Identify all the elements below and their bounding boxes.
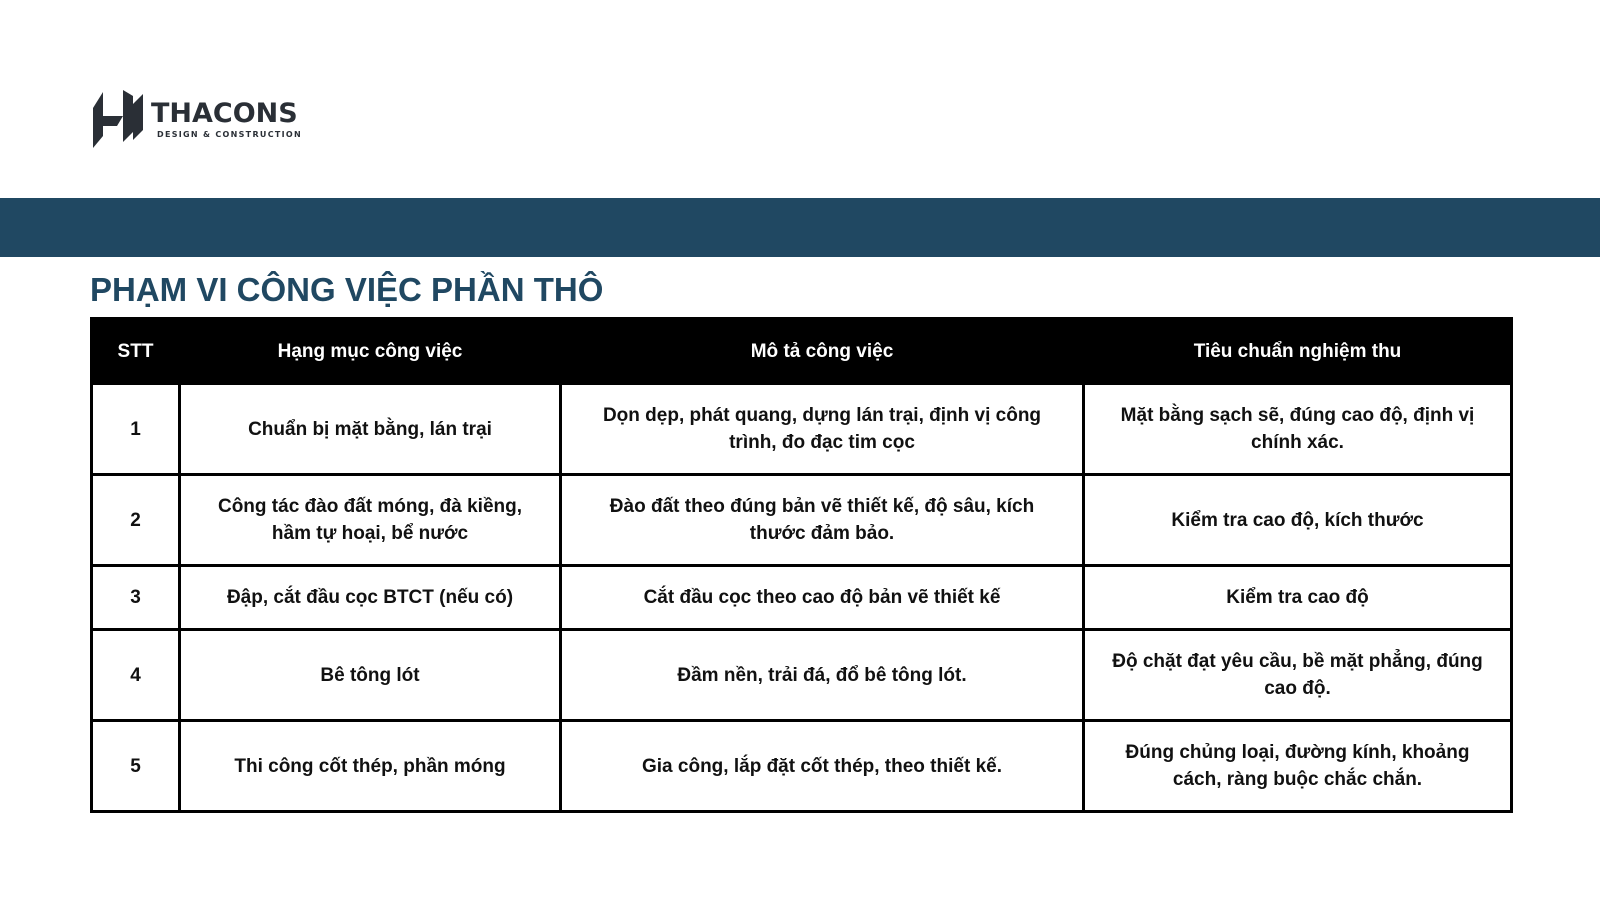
- cell-description: Đầm nền, trải đá, đổ bê tông lót.: [561, 630, 1084, 721]
- logo-wordmark: THACONS: [151, 98, 298, 129]
- cell-acceptance: Độ chặt đạt yêu cầu, bề mặt phẳng, đúng cao độ.: [1084, 630, 1512, 721]
- table-row: [92, 566, 1512, 630]
- cell-work-item: Đập, cắt đầu cọc BTCT (nếu có): [180, 566, 561, 630]
- header-acceptance: Tiêu chuẩn nghiệm thu: [1084, 319, 1512, 384]
- header-stt: STT: [92, 319, 180, 384]
- header-description: Mô tả công việc: [561, 319, 1084, 384]
- cell-stt: 2: [92, 475, 180, 566]
- table-row: [92, 630, 1512, 721]
- cell-stt: 1: [92, 384, 180, 475]
- cell-stt: 5: [92, 721, 180, 812]
- cell-acceptance: Đúng chủng loại, đường kính, khoảng cách, ràng buộc chắc chắn.: [1084, 721, 1512, 812]
- cell-description: Đào đất theo đúng bản vẽ thiết kế, độ sâu, kích thước đảm bảo.: [561, 475, 1084, 566]
- table-row: [92, 475, 1512, 566]
- header-work-item: Hạng mục công việc: [180, 319, 561, 384]
- logo-tagline: DESIGN & CONSTRUCTION: [157, 130, 302, 139]
- cell-acceptance: Kiểm tra cao độ, kích thước: [1084, 475, 1512, 566]
- cell-stt: 3: [92, 566, 180, 630]
- cell-description: Dọn dẹp, phát quang, dựng lán trại, định vị công trình, đo đạc tim cọc: [561, 384, 1084, 475]
- cell-work-item: Công tác đào đất móng, đà kiềng, hầm tự hoại, bể nước: [180, 475, 561, 566]
- table-row: [92, 721, 1512, 812]
- scope-table: [90, 317, 1513, 813]
- cell-work-item: Bê tông lót: [180, 630, 561, 721]
- cell-acceptance: Kiểm tra cao độ: [1084, 566, 1512, 630]
- cell-acceptance: Mặt bằng sạch sẽ, đúng cao độ, định vị chính xác.: [1084, 384, 1512, 475]
- cell-description: Gia công, lắp đặt cốt thép, theo thiết kế.: [561, 721, 1084, 812]
- table-row: [92, 384, 1512, 475]
- thacons-logo-icon: [93, 90, 143, 148]
- cell-description: Cắt đầu cọc theo cao độ bản vẽ thiết kế: [561, 566, 1084, 630]
- page-title: PHẠM VI CÔNG VIỆC PHẦN THÔ: [90, 271, 604, 308]
- cell-stt: 4: [92, 630, 180, 721]
- cell-work-item: Thi công cốt thép, phần móng: [180, 721, 561, 812]
- header-band: [0, 198, 1600, 257]
- cell-work-item: Chuẩn bị mặt bằng, lán trại: [180, 384, 561, 475]
- table-header-row: [92, 319, 1512, 384]
- company-logo: [93, 90, 302, 148]
